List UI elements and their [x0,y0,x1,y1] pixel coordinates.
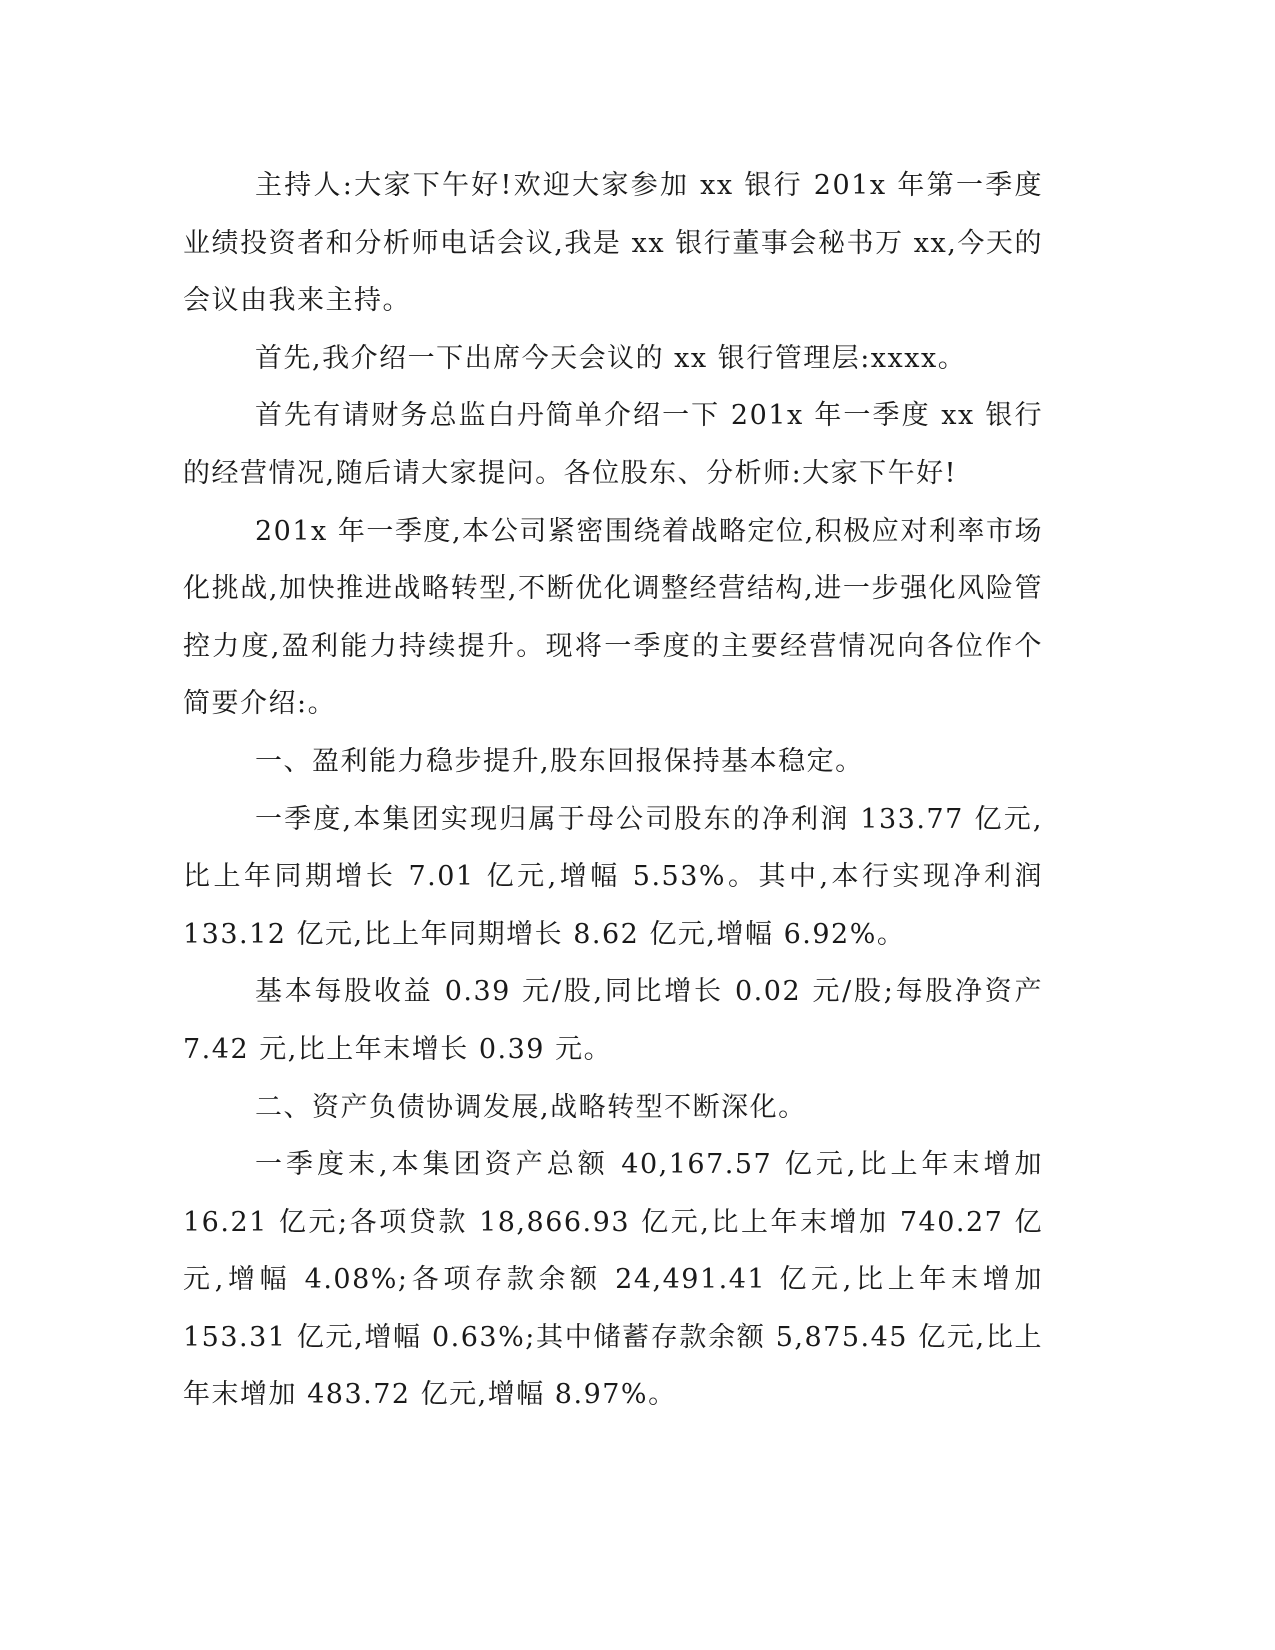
paragraph-net-profit: 一季度,本集团实现归属于母公司股东的净利润 133.77 亿元,比上年同期增长 7.01 亿元,增幅 5.53%。其中,本行实现净利润 133.12 亿元,比上年同期增长 8.62 亿元,增幅 6.92%。 [183,803,1043,950]
section-heading-assets-liabilities: 二、资产负债协调发展,战略转型不断深化。 [255,1091,807,1123]
section-heading-profitability: 一、盈利能力稳步提升,股东回报保持基本稳定。 [255,745,864,777]
paragraph-q1-overview: 201x 年一季度,本公司紧密围绕着战略定位,积极应对利率市场化挑战,加快推进战略转型,不断优化调整经营结构,进一步强化风险管控力度,盈利能力持续提升。现将一季度的主要经营情况向各位作个简要介绍:。 [183,515,1043,720]
document-body [183,157,1043,1424]
paragraph-management-intro: 首先,我介绍一下出席今天会议的 xx 银行管理层:xxxx。 [255,342,967,374]
paragraph-host-opening: 主持人:大家下午好!欢迎大家参加 xx 银行 201x 年第一季度业绩投资者和分析师电话会议,我是 xx 银行董事会秘书万 xx,今天的会议由我来主持。 [183,170,1043,317]
paragraph-cfo-invitation: 首先有请财务总监白丹简单介绍一下 201x 年一季度 xx 银行的经营情况,随后请大家提问。各位股东、分析师:大家下午好! [183,400,1043,489]
paragraph-assets-loans-deposits: 一季度末,本集团资产总额 40,167.57 亿元,比上年末增加 16.21 亿元;各项贷款 18,866.93 亿元,比上年末增加 740.27 亿元,增幅 4.08%;各项存款余额 24,491.41 亿元,比上年末增加 153.31 亿元,增幅 0.63%;其中储蓄存款余额 5,875.45 亿元,比上年末增加 483.72 亿元,增幅 8.97%。 [183,1149,1043,1411]
paragraph-eps: 基本每股收益 0.39 元/股,同比增长 0.02 元/股;每股净资产 7.42 元,比上年末增长 0.39 元。 [183,976,1043,1065]
